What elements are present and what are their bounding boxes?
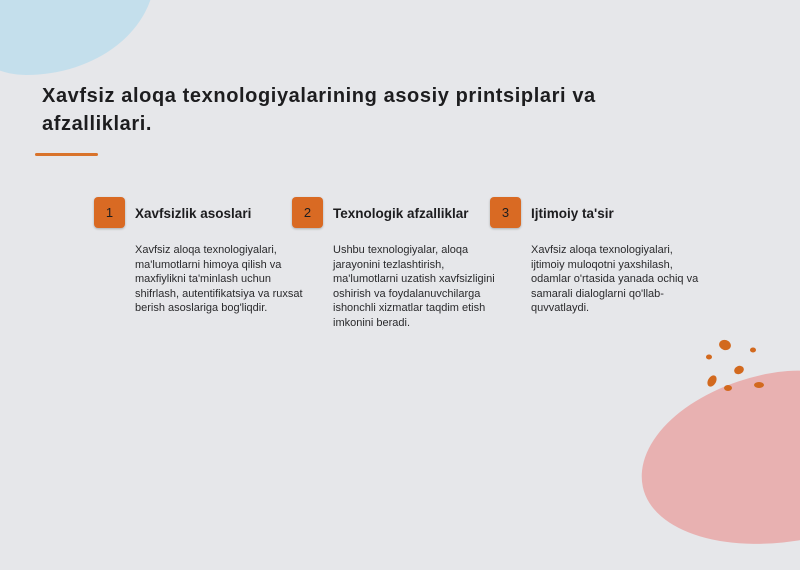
card-number-badge: 1 — [94, 197, 125, 228]
decorative-blob-top-left — [0, 0, 155, 75]
decorative-dots — [700, 335, 790, 405]
card-number-badge: 2 — [292, 197, 323, 228]
card-title: Texnologik afzalliklar — [333, 206, 469, 221]
card-text: Xavfsiz aloqa texnologiyalari, ma'lumotlarni himoya qilish va maxfiylikni ta'minlash uchun shifrlash, autentifikatsiya va ruxsat berish asoslariga bog'liqdir. — [135, 244, 303, 314]
slide-title: Xavfsiz aloqa texnologiyalarining asosiy printsiplari va afzalliklari. — [42, 85, 596, 135]
card-number-badge: 3 — [490, 197, 521, 228]
card-title: Xavfsizlik asoslari — [135, 206, 252, 221]
card-text: Ushbu texnologiyalar, aloqa jarayonini tezlashtirish, ma'lumotlarni uzatish xavfsizligini oshirish va foydalanuvchilarga ishonchli xizmatlar taqdim etish imkonini beradi. — [333, 244, 495, 329]
card-title: Ijtimoiy ta'sir — [531, 206, 614, 221]
title-underline — [35, 153, 98, 156]
card-text: Xavfsiz aloqa texnologiyalari, ijtimoiy muloqotni yaxshilash, odamlar o'rtasida yanada ochiq va samarali dialoglarni qo'llab-quvvatlaydi. — [531, 244, 699, 314]
